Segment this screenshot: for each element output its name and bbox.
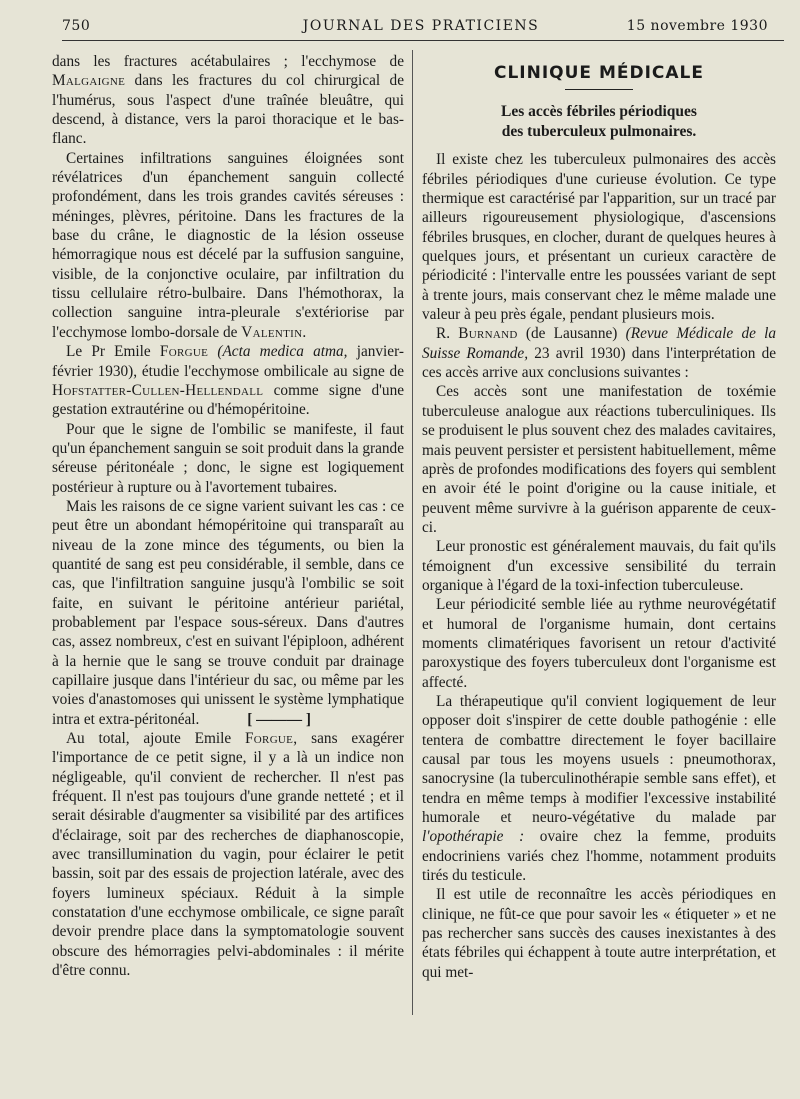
text: comme signe d'une gestation extrautérine ou d'hémopéritoine.	[52, 381, 405, 419]
author-name: Malgaigne	[52, 72, 126, 90]
text: Le Pr Emile	[66, 343, 151, 361]
journal-title: JOURNAL DES PRATICIENS	[302, 18, 540, 34]
citation: (Acta medica atma,	[217, 343, 348, 361]
paragraph	[52, 342, 404, 419]
paragraph	[52, 149, 404, 342]
text: Pour que le signe de l'ombilic se manifeste, il faut qu'un épanchement sanguin se soit produit dans la grande séreuse péritonéale ; donc, le signe est logiquement postérieur à rupture ou à l'avortement tubaires.	[52, 420, 404, 496]
paragraph	[422, 150, 776, 324]
author-name: Valentin.	[241, 323, 307, 341]
paragraph	[422, 595, 776, 692]
text: ovaire chez la femme, produits endocriniens variés chez l'homme, notamment produits tirés du testicule.	[422, 828, 776, 885]
paragraph	[422, 537, 776, 595]
issue-date: 15 novembre 1930	[626, 18, 768, 34]
paragraph	[52, 497, 404, 729]
text: Il existe chez les tuberculeux pulmonaires des accès fébriles périodiques d'une curieuse évolution. Ce type thermique est caractérisé par l'apparition, sur un tracé par ailleurs rigoureusement physiologique, d'ascensions fébriles brusques, en clocher, durant de quelques heures à quelques jours, et présentant un curieux caractère de périodicité : l'intervalle entre les poussées variant de sept à trente jours, mais conservant chez le même malade une valeur à peu près égale, pendant plusieurs mois.	[422, 151, 776, 324]
text: 23 avril 1930) dans l'interprétation de ces accès arrive aux conclusions suivantes :	[422, 344, 777, 382]
citation: (Revue Médicale de la Suisse Romande,	[422, 325, 777, 362]
left-column	[52, 52, 404, 981]
text: Il est utile de reconnaître les accès périodiques en clinique, ne fût-ce que pour savoir les « étiqueter » et ne pas rechercher sans succès des causes inexistantes à des états fébriles qui échappent à toute autre interprétation, et qui met-	[422, 886, 776, 981]
text: Certaines infiltrations sanguines éloignées sont révélatrices d'un épanchement sanguin collecté profondément, dans les trois grandes cavités séreuses : méninges, plèvres, péritoine. Dans les fractures de la base du crâne, le diagnostic de la lésion osseuse hémorragique nous est décelé par la suffusion sanguine, visible, de la conjonctive oculaire, par infiltration du tissu cellulaire rétro-bulbaire. Dans l'hémothorax, la collection sanguine intra-pleurale s'extériorise par l'ecchymose lombo-dorsale de	[52, 149, 404, 341]
paragraph	[422, 324, 776, 382]
print-mark: [ ——— ]	[247, 710, 311, 728]
right-column	[422, 60, 776, 982]
paragraph	[52, 420, 404, 497]
text: dans les fractures du col chirurgical de l'humérus, sous l'aspect d'une traînée bleuâtre, qui descend, à distance, vers la paroi thoracique et le bas-flanc.	[52, 72, 404, 148]
paragraph	[422, 382, 776, 537]
article-title-line: des tuberculeux pulmonaires.	[501, 123, 697, 141]
author-name: Forgue	[159, 343, 209, 361]
text: Ces accès sont une manifestation de toxémie tuberculeuse analogue aux réactions tuberculiniques. Ils se produisent le plus souvent chez des malades cavitaires, mais peuvent persister et persistent habituellement, même après de profondes modifications des foyers qui semblent en avoir été le point d'origine ou la cause initiale, et peuvent même survivre à la guérison apparente de ceux-ci.	[422, 383, 776, 536]
text: Leur pronostic est généralement mauvais, du fait qu'ils témoignent d'un excessive sensibilité du terrain organique à l'égard de la toxi-infection tuberculeuse.	[422, 538, 776, 594]
text: R.	[436, 325, 451, 343]
paragraph	[422, 692, 776, 885]
section-title: CLINIQUE MÉDICALE	[493, 63, 705, 83]
page-header	[62, 16, 780, 38]
author-name: Forgue,	[245, 730, 298, 748]
paragraph	[422, 885, 776, 982]
article-title	[422, 102, 776, 142]
text: La thérapeutique qu'il convient logiquement de leur opposer doit s'inspirer de cette double pathogénie : elle tentera de combattre directement le foyer bacillaire causal par tous les moyens usuels : pneumothorax, sanocrysine (la tuberculinothérapie semble sans effet), et tendra en même temps à modifier l'excessive instabilité humorale et neuro-végétative du malade par	[422, 692, 776, 827]
text: janvier-février 1930), étudie l'ecchymose ombilicale au signe de	[52, 343, 404, 380]
page-number: 750	[62, 18, 91, 34]
sign-name: Hofstatter-Cullen-Hellendall	[52, 381, 264, 399]
text: Mais les raisons de ce signe varient suivant les cas : ce peut être un abondant hémopéritoine qui transparaît au niveau de la zone mince des téguments, ou bien la quantité de sang est peu considérable, il semble, dans ce cas, que l'infiltration sanguine jusqu'à l'ombilic se soit faite, en suivant le péritoine antérieur pariétal, probablement par l'espace sous-séreux. Dans d'autres cas, assez nombreux, c'est en suivant l'épiploon, adhérent à la hernie que le sang se trouve conduit par drainage capillaire jusque dans l'intérieur du sac, ou même par les voies d'anastomoses qui unissent le système lymphatique intra et extra-péritonéal.	[52, 497, 404, 728]
text: Leur périodicité semble liée au rythme neurovégétatif et humoral de l'organisme humain, dont certains moments climatériques favorisent un retour d'activité paroxystique des foyers tuberculeux dont l'organisme est affecté.	[422, 596, 776, 691]
header-rule	[62, 40, 784, 41]
article-title-line: Les accès fébriles périodiques	[501, 103, 697, 121]
title-rule	[565, 89, 633, 90]
paragraph	[52, 52, 404, 149]
text: (de Lausanne)	[525, 325, 618, 343]
text: dans les fractures acétabulaires ; l'ecchymose de	[52, 53, 404, 70]
text: Au total, ajoute Emile	[66, 730, 232, 748]
emphasis: l'opothérapie :	[422, 828, 525, 846]
text: sans exagérer l'importance de ce petit signe, il y a là un indice non négligeable, qu'il convient de rechercher. Il n'est pas fréquent. Il n'est pas toujours d'une grande netteté ; et il serait désirable d'augmenter sa visibilité par des artifices d'éclairage, soit par des recherches de diaphanoscopie, avec transillumination du vagin, pour éclairer le petit bassin, soit par des essais de projection latérale, avec des foyers lumineux spéciaux. Réduit à la simple constatation d'une ecchymose ombilicale, ce signe paraît devoir prendre place dans la symptomatologie souvent obscure des hémorragies pelvi-abdominales : il mérite d'être connu.	[52, 730, 405, 980]
column-divider	[412, 50, 413, 1015]
paragraph	[52, 729, 404, 980]
author-name: Burnand	[458, 325, 518, 343]
